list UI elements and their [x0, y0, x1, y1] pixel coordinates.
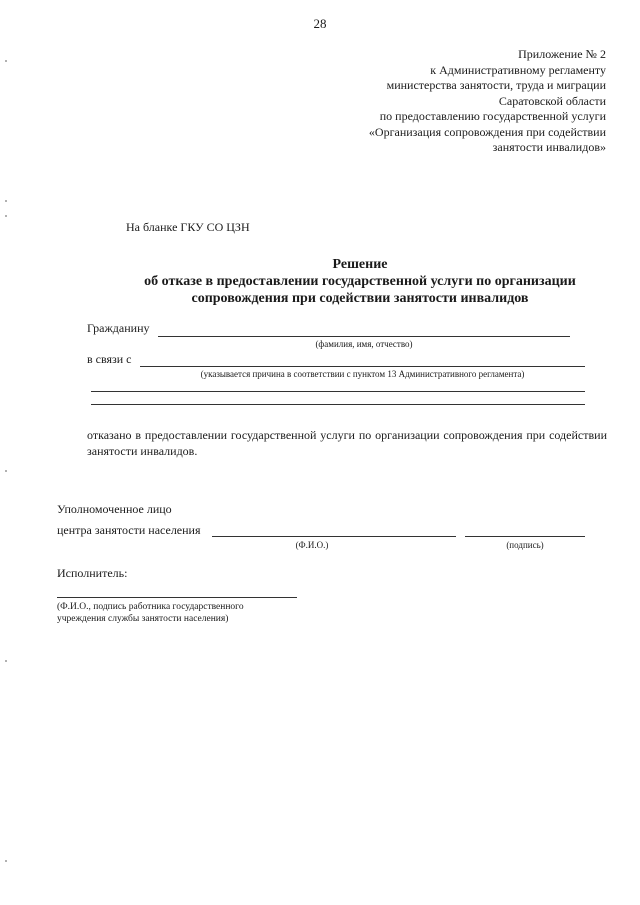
document-title-line: сопровождения при содействии занятости инвалидов [191, 291, 529, 306]
appendix-line: Приложение № 2 [518, 47, 606, 61]
authorized-label: Уполномоченное лицо [57, 502, 172, 516]
appendix-line: министерства занятости, труда и миграции [386, 78, 606, 92]
page-number: 28 [313, 16, 327, 31]
appendix-line: к Административному регламенту [430, 62, 606, 77]
scan-mark [5, 860, 7, 862]
fio-caption: (Ф.И.О.) [295, 540, 329, 550]
letterhead-note: На бланке ГКУ СО ЦЗН [126, 220, 250, 234]
reason-line[interactable] [140, 366, 585, 367]
reason-line-extra[interactable] [91, 391, 585, 392]
signature-caption: (подпись) [506, 540, 544, 550]
scan-mark [5, 200, 7, 202]
appendix-line: занятости инвалидов» [492, 140, 606, 154]
executor-label: Исполнитель: [57, 566, 128, 580]
reason-line-extra[interactable] [91, 404, 585, 405]
scan-mark [5, 60, 7, 62]
appendix-header [276, 47, 606, 156]
appendix-line: «Организация сопровождения при содействии [368, 124, 606, 139]
scan-mark [5, 470, 7, 472]
reason-label: в связи с [87, 352, 132, 366]
appendix-line: Саратовской области [498, 93, 606, 108]
appendix-line: по предоставлению государственной услуги [379, 109, 606, 123]
citizen-label: Гражданину [87, 321, 150, 335]
executor-line[interactable] [57, 597, 297, 598]
reason-caption: (указывается причина в соответствии с пунктом 13 Административного регламента) [200, 369, 525, 379]
citizen-name-line[interactable] [158, 336, 570, 337]
fio-line[interactable] [212, 536, 456, 537]
scan-mark [5, 660, 7, 662]
document-title: Решение [332, 257, 388, 272]
document-title-line: об отказе в предоставлении государственной услуги по организации [144, 274, 576, 289]
citizen-caption: (фамилия, имя, отчество) [315, 339, 413, 349]
signature-line[interactable] [465, 536, 585, 537]
refusal-text: отказано в предоставлении государственной услуги по организации сопровождения при содействии занятости инвалидов. [87, 428, 607, 458]
authorized-label-line2: центра занятости населения [57, 523, 201, 537]
scan-mark [5, 215, 7, 217]
executor-note: (Ф.И.О., подпись работника государственного учреждения службы занятости населения) [57, 602, 244, 624]
